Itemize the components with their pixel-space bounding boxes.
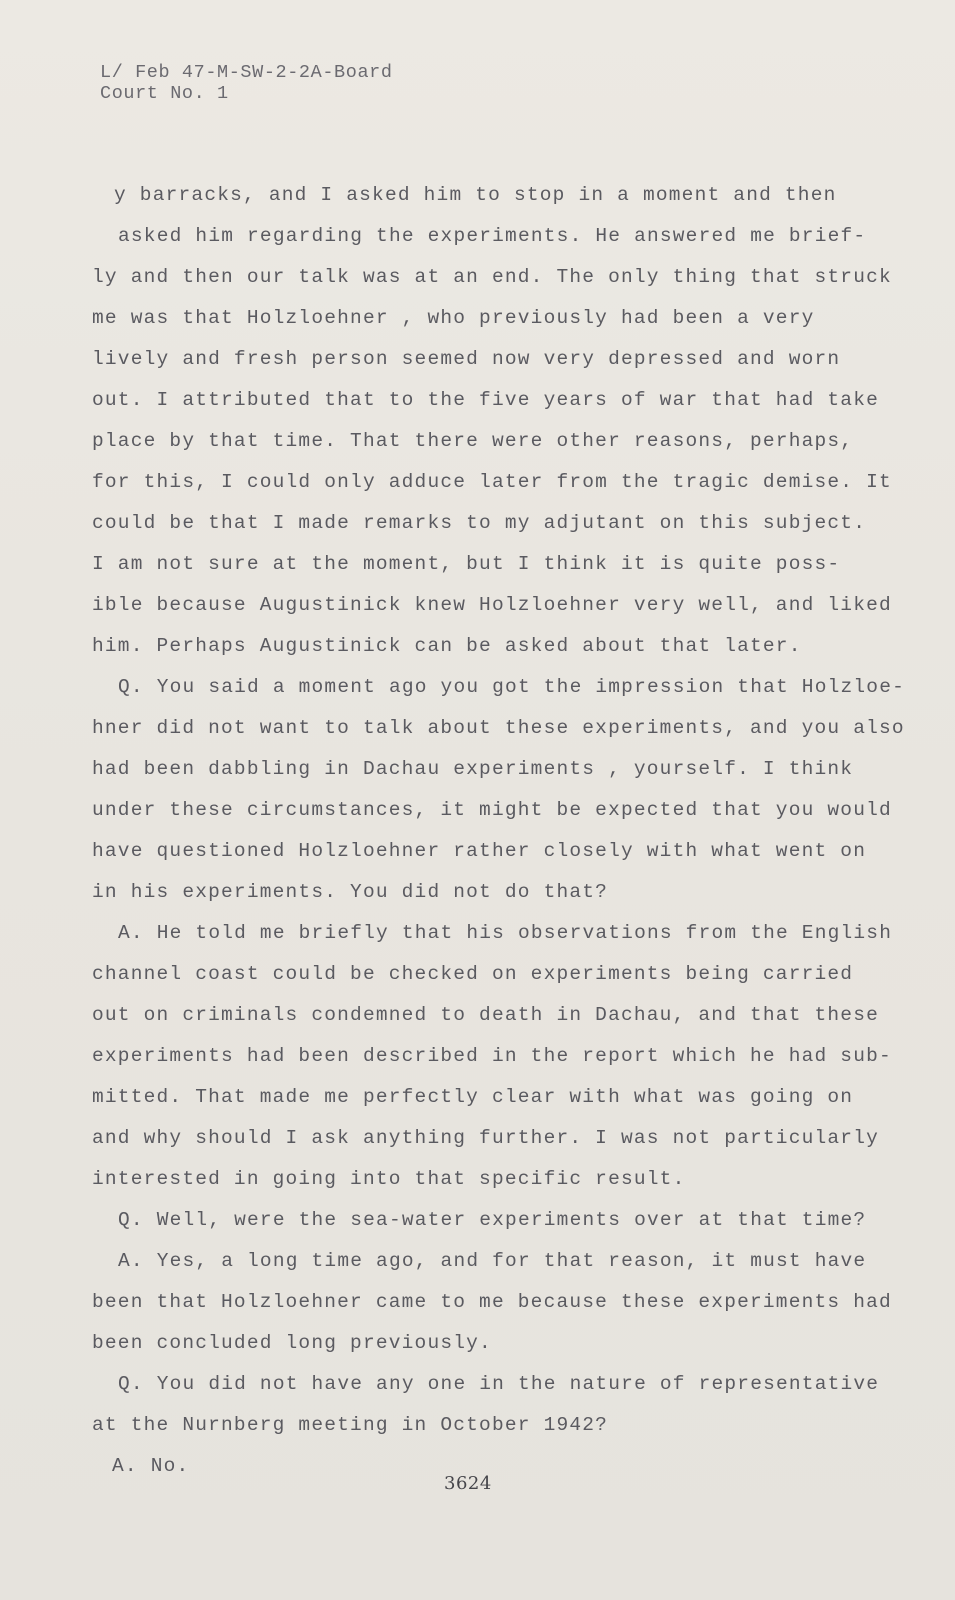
transcript-line: ible because Augustinick knew Holzloehner very well, and liked bbox=[92, 594, 892, 616]
transcript-line: for this, I could only adduce later from the tragic demise. It bbox=[92, 471, 892, 493]
transcript-line: place by that time. That there were other reasons, perhaps, bbox=[92, 430, 854, 452]
page-number: 3624 bbox=[444, 1473, 492, 1494]
transcript-line: hner did not want to talk about these experiments, and you also bbox=[92, 717, 905, 739]
transcript-line: ly and then our talk was at an end. The only thing that struck bbox=[92, 266, 892, 288]
transcript-line: him. Perhaps Augustinick can be asked about that later. bbox=[92, 635, 802, 657]
header-court-line: Court No. 1 bbox=[100, 83, 229, 104]
transcript-line: have questioned Holzloehner rather closely with what went on bbox=[92, 840, 867, 862]
transcript-line: under these circumstances, it might be expected that you would bbox=[92, 799, 892, 821]
transcript-line: A. He told me briefly that his observations from the English bbox=[118, 922, 893, 944]
transcript-line: been concluded long previously. bbox=[92, 1332, 492, 1354]
transcript-line: interested in going into that specific result. bbox=[92, 1168, 686, 1190]
transcript-line: been that Holzloehner came to me because these experiments had bbox=[92, 1291, 892, 1313]
transcript-line: lively and fresh person seemed now very depressed and worn bbox=[92, 348, 841, 370]
transcript-line: A. Yes, a long time ago, and for that reason, it must have bbox=[118, 1250, 867, 1272]
transcript-line: Q. You did not have any one in the nature of representative bbox=[118, 1373, 880, 1395]
transcript-line: asked him regarding the experiments. He answered me brief- bbox=[118, 225, 867, 247]
transcript-line: could be that I made remarks to my adjutant on this subject. bbox=[92, 512, 867, 534]
transcript-line: Q. You said a moment ago you got the impression that Holzloe- bbox=[118, 676, 906, 698]
document-header bbox=[100, 62, 393, 104]
transcript-line: me was that Holzloehner , who previously had been a very bbox=[92, 307, 815, 329]
transcript-line: out on criminals condemned to death in Dachau, and that these bbox=[92, 1004, 880, 1026]
transcript-line: experiments had been described in the report which he had sub- bbox=[92, 1045, 892, 1067]
transcript-line: and why should I ask anything further. I was not particularly bbox=[92, 1127, 880, 1149]
transcript-line: I am not sure at the moment, but I think it is quite poss- bbox=[92, 553, 841, 575]
transcript-line: y barracks, and I asked him to stop in a moment and then bbox=[114, 184, 837, 206]
transcript-line: A. No. bbox=[112, 1455, 190, 1477]
header-case-line: L/ Feb 47-M-SW-2-2A-Board bbox=[100, 62, 393, 83]
transcript-line: in his experiments. You did not do that? bbox=[92, 881, 609, 903]
transcript-line: mitted. That made me perfectly clear with what was going on bbox=[92, 1086, 854, 1108]
transcript-line: out. I attributed that to the five years of war that had take bbox=[92, 389, 880, 411]
transcript-line: at the Nurnberg meeting in October 1942? bbox=[92, 1414, 609, 1436]
transcript-line: Q. Well, were the sea-water experiments over at that time? bbox=[118, 1209, 867, 1231]
transcript-line: had been dabbling in Dachau experiments , yourself. I think bbox=[92, 758, 854, 780]
transcript-line: channel coast could be checked on experiments being carried bbox=[92, 963, 854, 985]
